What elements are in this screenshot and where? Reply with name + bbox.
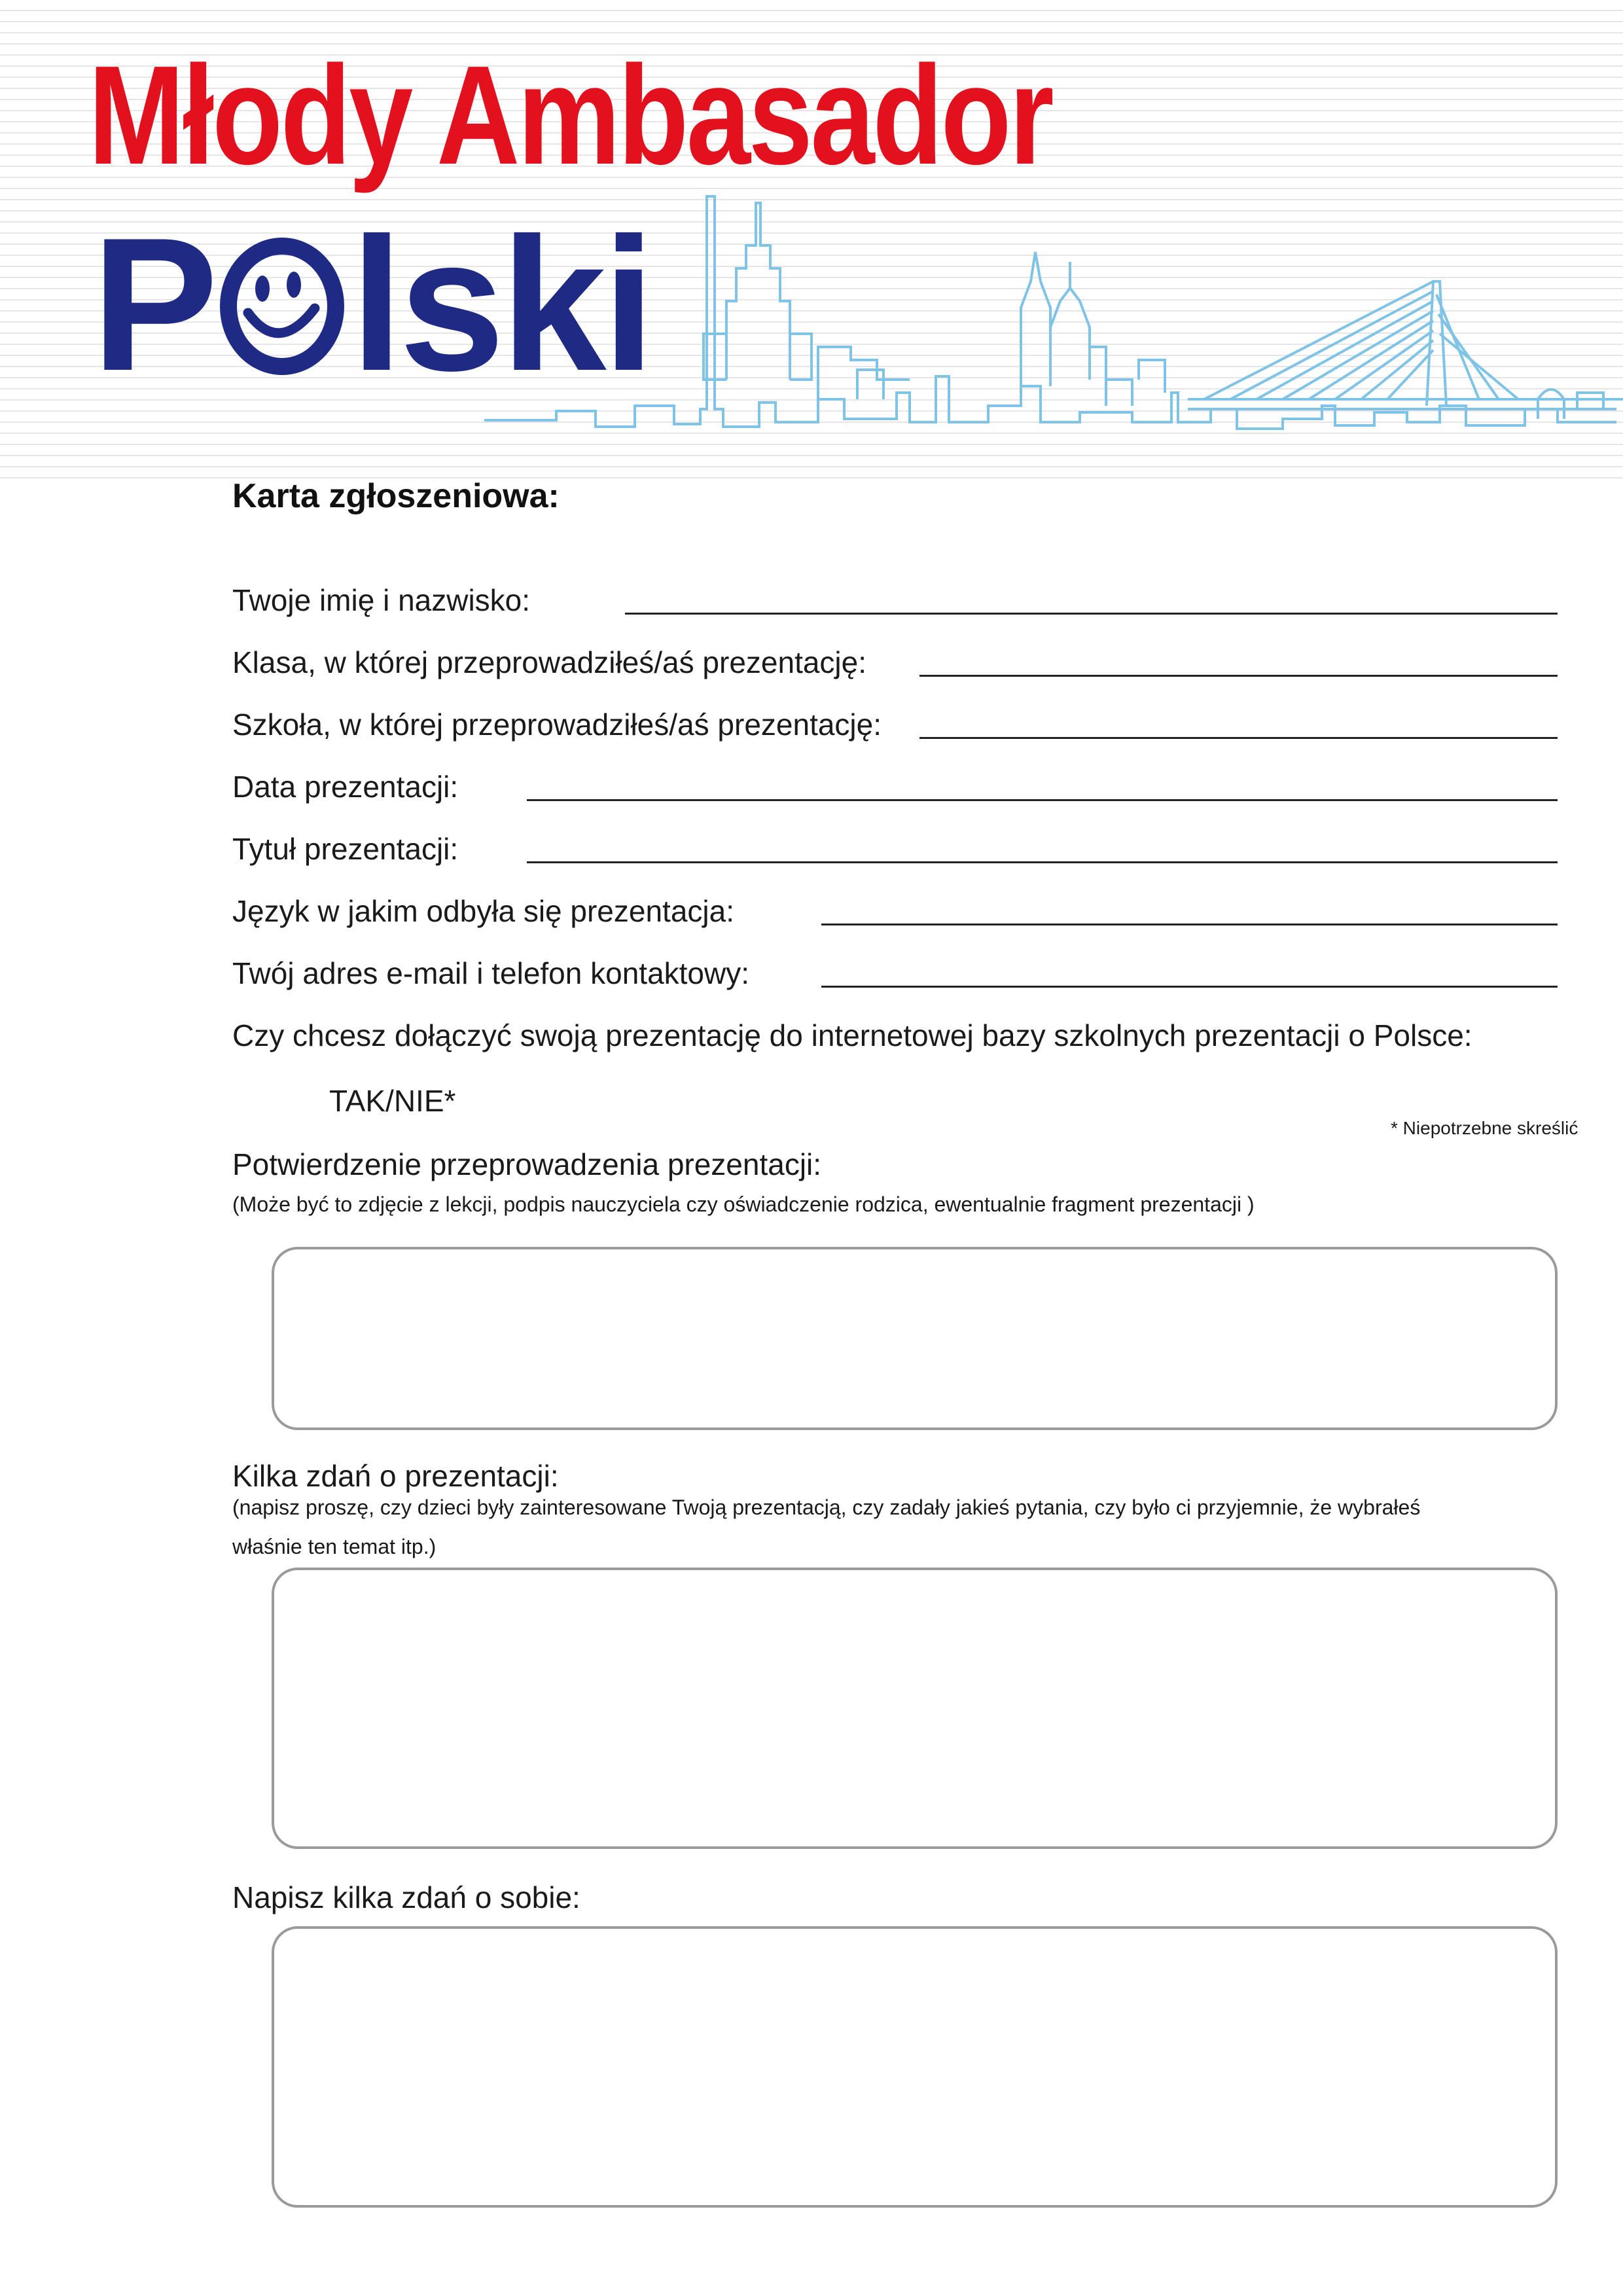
about-presentation-box[interactable]: [272, 1568, 1558, 1849]
field-label-title: Tytuł prezentacji:: [232, 832, 459, 866]
field-label-date: Data prezentacji:: [232, 770, 459, 804]
logo-letters-lski: lski: [350, 198, 652, 410]
database-question: Czy chcesz dołączyć swoją prezentację do internetowej bazy szkolnych prezentacji o Polsce:: [232, 1018, 1472, 1052]
field-line-school[interactable]: [919, 737, 1558, 739]
confirmation-box[interactable]: [272, 1247, 1558, 1430]
field-line-title[interactable]: [527, 861, 1558, 863]
section-hint-confirmation: (Może być to zdjęcie z lekcji, podpis nauczyciela czy oświadczenie rodzica, ewentualnie fragment prezentacji ): [232, 1193, 1255, 1216]
section-title-about-yourself: Napisz kilka zdań o sobie:: [232, 1880, 580, 1914]
header: [0, 0, 1623, 484]
section-title-confirmation: Potwierdzenie przeprowadzenia prezentacji:: [232, 1147, 822, 1181]
yes-no-choice[interactable]: TAK/NIE*: [329, 1084, 456, 1118]
logo-title-line1: Młody Ambasador: [88, 36, 1052, 194]
field-line-class[interactable]: [919, 675, 1558, 677]
section-title-about-presentation: Kilka zdań o prezentacji:: [232, 1459, 559, 1493]
field-label-school: Szkoła, w której przeprowadziłeś/aś prezentację:: [232, 708, 882, 742]
about-yourself-box[interactable]: [272, 1926, 1558, 2208]
city-skyline-illustration: [478, 183, 1623, 458]
field-label-class: Klasa, w której przeprowadziłeś/aś prezentację:: [232, 645, 867, 679]
field-label-language: Język w jakim odbyła się prezentacja:: [232, 894, 734, 928]
field-label-name: Twoje imię i nazwisko:: [232, 583, 531, 617]
field-line-language[interactable]: [821, 924, 1558, 925]
form-title: Karta zgłoszeniowa:: [232, 477, 560, 515]
field-label-contact: Twój adres e-mail i telefon kontaktowy:: [232, 956, 750, 990]
section-hint-about-presentation-2: właśnie ten temat itp.): [232, 1535, 437, 1558]
footnote: * Niepotrzebne skreślić: [1391, 1118, 1578, 1138]
smiley-icon: [217, 231, 348, 375]
logo-letter-p: P: [92, 198, 215, 410]
section-hint-about-presentation-1: (napisz proszę, czy dzieci były zainteresowane Twoją prezentacją, czy zadały jakieś pytania, czy było ci przyjemnie, że wybrałeś: [232, 1496, 1421, 1519]
field-line-date[interactable]: [527, 799, 1558, 801]
field-line-name[interactable]: [625, 613, 1558, 615]
field-line-contact[interactable]: [821, 986, 1558, 988]
